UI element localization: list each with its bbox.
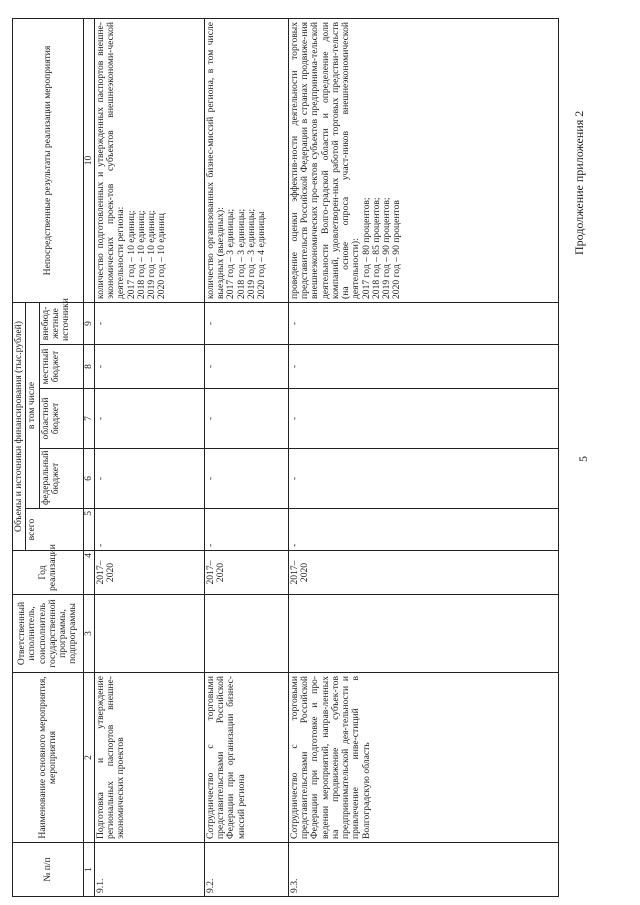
- column-number: 2: [83, 673, 94, 843]
- row-executor: [204, 595, 288, 673]
- row-name: Сотрудничество с торговыми представительствами Российской Федерации при организации бизнес-миссий региона: [204, 673, 288, 843]
- row-results: [204, 18, 288, 302]
- page-number: 5: [576, 456, 590, 462]
- row-total: -: [204, 509, 288, 551]
- row-federal: -: [288, 449, 558, 509]
- table-row: [288, 18, 558, 896]
- row-executor: [288, 595, 558, 673]
- program-activities-table: [12, 18, 559, 897]
- row-regional: -: [94, 389, 204, 449]
- header-total: всего: [26, 509, 83, 551]
- row-regional: -: [204, 389, 288, 449]
- row-federal: -: [204, 449, 288, 509]
- row-total: -: [94, 509, 204, 551]
- row-total: -: [288, 509, 558, 551]
- result-year: 2020 год – 4 единицы: [256, 211, 267, 299]
- column-number: 4: [83, 551, 94, 595]
- header-federal: федеральный бюджет: [39, 449, 83, 509]
- header-executor: Ответственный исполнитель, соисполнитель государственной программы, подпрограммы: [13, 595, 84, 673]
- row-year: 2017–2020: [94, 551, 204, 595]
- header-offbudget: внебюд-жетные источники: [39, 302, 83, 344]
- column-number: 10: [83, 18, 94, 302]
- result-year: 2017 год – 3 единицы;: [225, 208, 237, 299]
- row-local: -: [204, 345, 288, 389]
- header-year: Год реализации: [13, 551, 84, 595]
- row-num: 9.2.: [204, 843, 288, 897]
- row-local: -: [288, 345, 558, 389]
- column-number: 8: [83, 345, 94, 389]
- header-including: в том числе: [26, 302, 39, 508]
- row-federal: -: [94, 449, 204, 509]
- row-num: 9.1.: [94, 843, 204, 897]
- result-year: 2020 год – 10 единиц: [156, 213, 168, 299]
- result-year: 2018 год – 10 единиц;: [135, 210, 147, 299]
- row-offbudget: -: [94, 302, 204, 344]
- row-offbudget: -: [204, 302, 288, 344]
- row-num: 9.3.: [288, 843, 558, 897]
- header-num: № п/п: [13, 843, 84, 897]
- result-year: 2019 год – 3 единицы;: [245, 208, 257, 299]
- result-year: 2017 год – 10 единиц;: [125, 210, 137, 299]
- result-year: 2018 год – 3 единицы;: [235, 208, 247, 299]
- continuation-label: Продолжение приложения 2: [572, 110, 586, 255]
- column-numbers-row: [83, 18, 94, 896]
- result-text: проведение оценки эффектив-ности деятельности торговых представительств Российской Федерации в странах продвиже-ния внешнеэкономических про-ектов субъектов предпринима-тельской деятельности Волго-градской области и определение доли компаний, удовлетворен-ных работой торговых предстви-тельств (на основе опроса участ-ников внешнеэкономической деятельности):: [288, 21, 362, 299]
- result-year: 2018 год – 85 процентов;: [370, 197, 382, 299]
- header-name: Наименование основного мероприятия, мероприятия: [13, 673, 84, 843]
- column-number: 9: [83, 302, 94, 344]
- column-number: 3: [83, 595, 94, 673]
- row-results: [94, 18, 204, 302]
- header-funding: Объемы и источники финансирования (тыс.рублей): [13, 302, 26, 550]
- result-year: 2019 год – 10 единиц;: [146, 210, 157, 299]
- row-regional: -: [288, 389, 558, 449]
- row-local: -: [94, 345, 204, 389]
- result-year: 2020 год – 90 процентов: [391, 200, 403, 299]
- row-executor: [94, 595, 204, 673]
- result-year: 2019 год – 90 процентов;: [381, 197, 392, 299]
- row-name: Подготовка и утверждение региональных паспортов внешне-экономических проектов: [94, 673, 204, 843]
- header-local: местный бюджет: [39, 345, 83, 389]
- row-year: 2017–2020: [204, 551, 288, 595]
- column-number: 6: [83, 449, 94, 509]
- column-number: 1: [83, 843, 94, 897]
- table-row: [94, 18, 204, 896]
- table-row: [204, 18, 288, 896]
- row-results: [288, 18, 558, 302]
- column-number: 7: [83, 389, 94, 449]
- header-regional: областной бюджет: [39, 389, 83, 449]
- row-offbudget: -: [288, 302, 558, 344]
- row-year: 2017–2020: [288, 551, 558, 595]
- result-year: 2017 год – 80 процентов;: [360, 197, 372, 299]
- row-name: Сотрудничество с торговыми представительствами Российской Федерации при подготовке и про-ведении мероприятий, направ-ленных на продвижение субъек-тов предпринимательской дея-тельности и привлечение инве-стиций в Волгоградскую область: [288, 673, 558, 843]
- result-text: количество подготовленных и утвержденных паспортов внешне-экономических проек-тов субъектов внешнеэкономи-ческой деятельности региона:: [94, 21, 127, 299]
- result-text: количество организованных бизнес-миссий региона, в том числе выездных (выездных):: [204, 21, 226, 299]
- column-number: 5: [83, 509, 94, 551]
- header-results: Непосредственные результаты реализации мероприятия: [13, 18, 84, 302]
